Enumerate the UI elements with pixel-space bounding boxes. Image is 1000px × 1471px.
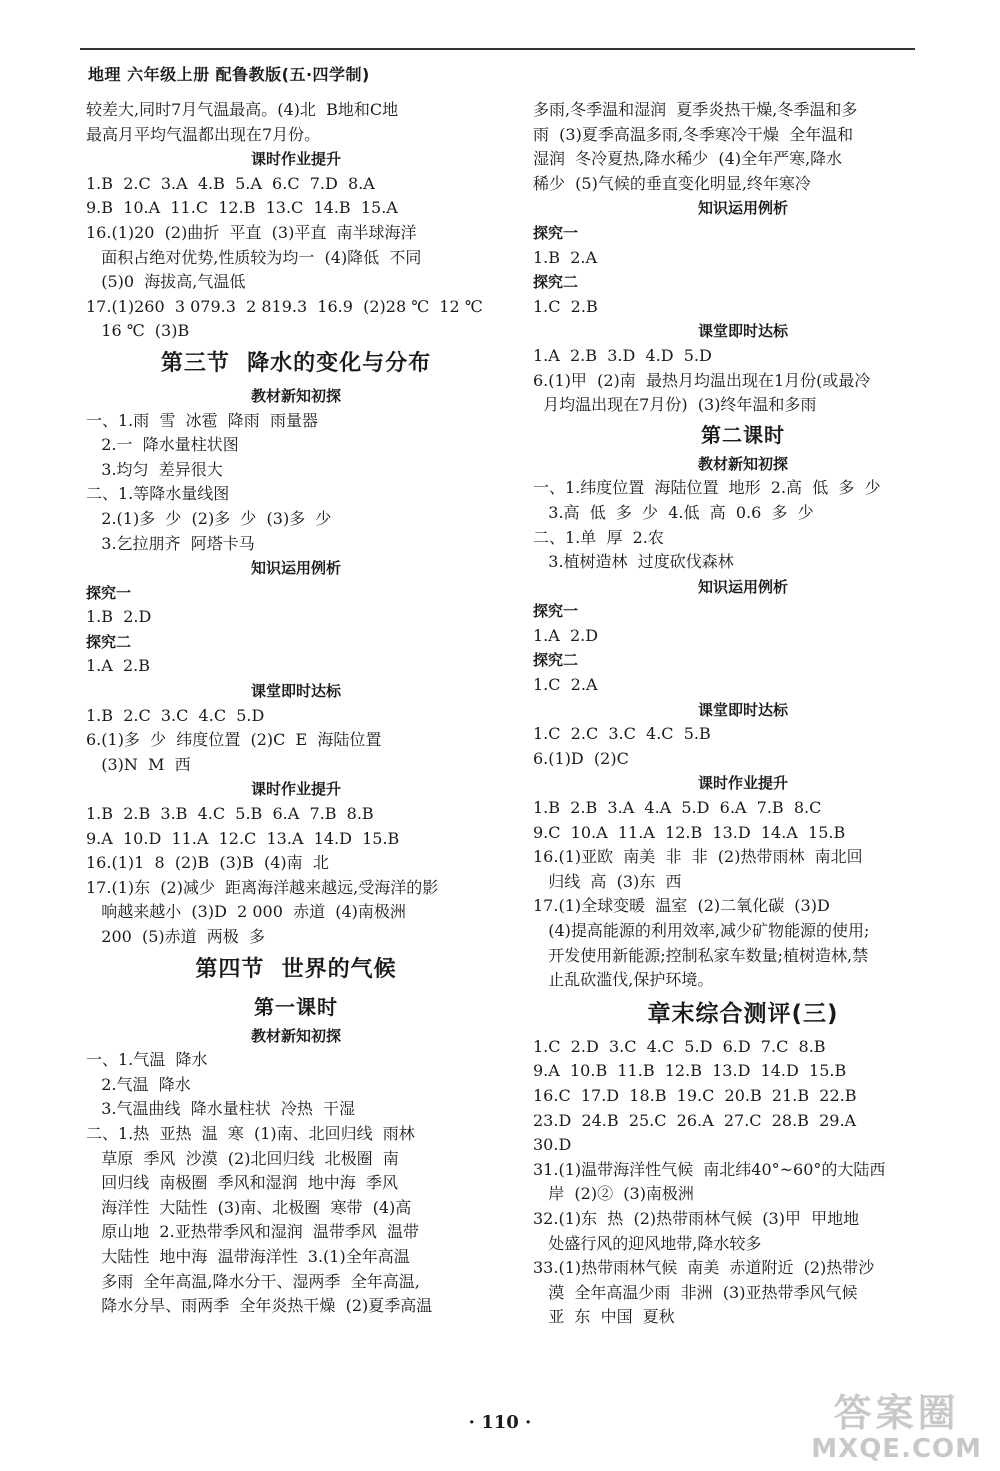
answer-line: 2.气温 降水: [86, 1074, 191, 1094]
answer-line: 3.乞拉朋齐 阿塔卡马: [86, 533, 255, 553]
answer-line: 23.D 24.B 25.C 26.A 27.C 28.B 29.A: [533, 1110, 857, 1130]
subsection-heading: 课时作业提升: [250, 780, 341, 799]
running-header: 地理 六年级上册 配鲁教版(五·四学制): [88, 65, 370, 84]
answer-line: 一、1.气温 降水: [86, 1050, 208, 1070]
answer-line: 16.(1)1 8 (2)B (3)B (4)南 北: [86, 853, 329, 873]
subsection-heading: 课时作业提升: [250, 150, 341, 169]
subsection-heading: 教材新知初探: [250, 1026, 341, 1045]
subsection-heading: 课时作业提升: [697, 774, 788, 793]
header-rule: [80, 48, 915, 50]
answer-line: 回归线 南极圈 季风和湿润 地中海 季风: [86, 1173, 398, 1193]
answer-line: (5)0 海拔高,气温低: [86, 272, 246, 292]
answer-line: 止乱砍滥伐,保护环境。: [533, 970, 714, 990]
answer-line: 草原 季风 沙漠 (2)北回归线 北极圈 南: [86, 1148, 399, 1168]
subsection-heading: 知识运用例析: [697, 199, 788, 218]
answer-line: 3.植树造林 过度砍伐森林: [533, 552, 734, 572]
inquiry-label: 探究一: [86, 583, 132, 602]
answer-line: 31.(1)温带海洋性气候 南北纬40°~60°的大陆西: [533, 1159, 886, 1179]
answer-line: 16 ℃ (3)B: [86, 321, 190, 341]
answer-line: 海洋性 大陆性 (3)南、北极圈 寒带 (4)高: [86, 1197, 412, 1217]
answer-line: 9.B 10.A 11.C 12.B 13.C 14.B 15.A: [86, 198, 398, 218]
section-title: 第四节 世界的气候: [195, 956, 397, 982]
answer-line: 稀少 (5)气候的垂直变化明显,终年寒冷: [533, 173, 811, 193]
answer-line: 9.C 10.A 11.A 12.B 13.D 14.A 15.B: [533, 822, 846, 842]
inquiry-label: 探究二: [533, 273, 579, 292]
answer-line: 多雨,冬季温和湿润 夏季炎热干燥,冬季温和多: [533, 100, 858, 119]
answer-line: 处盛行风的迎风地带,降水较多: [533, 1233, 762, 1253]
subsection-heading: 课堂即时达标: [697, 322, 788, 341]
answer-line: 16.(1)亚欧 南美 非 非 (2)热带雨林 南北回: [533, 847, 863, 867]
answer-line: 湿润 冬冷夏热,降水稀少 (4)全年严寒,降水: [533, 149, 843, 169]
inquiry-label: 探究二: [86, 632, 132, 651]
answer-line: 16.C 17.D 18.B 19.C 20.B 21.B 22.B: [533, 1085, 857, 1105]
lesson-title: 第一课时: [254, 994, 338, 1019]
answer-line: 大陆性 地中海 温带海洋性 3.(1)全年高温: [86, 1246, 410, 1266]
answer-line: 1.C 2.A: [533, 675, 598, 695]
answer-line: 16.(1)20 (2)曲折 平直 (3)平直 南半球海洋: [86, 222, 417, 242]
answer-line: 1.B 2.B 3.A 4.A 5.D 6.A 7.B 8.C: [533, 798, 822, 818]
answer-line: 降水分旱、雨两季 全年炎热干燥 (2)夏季高温: [86, 1296, 433, 1316]
answer-line: 32.(1)东 热 (2)热带雨林气候 (3)甲 甲地地: [533, 1208, 860, 1228]
answer-line: 一、1.纬度位置 海陆位置 地形 2.高 低 多 少: [533, 478, 881, 498]
answer-line: 岸 (2)② (3)南极洲: [533, 1184, 694, 1204]
answer-line: 6.(1)多 少 纬度位置 (2)C E 海陆位置: [86, 730, 382, 750]
answer-line: 9.A 10.B 11.B 12.B 13.D 14.D 15.B: [533, 1061, 847, 1081]
answer-line: 30.D: [533, 1135, 572, 1155]
answer-line: (4)提高能源的利用效率,减少矿物能源的使用;: [533, 921, 870, 940]
subsection-heading: 教材新知初探: [697, 454, 788, 473]
answer-line: 二、1.热 亚热 温 寒 (1)南、北回归线 雨林: [86, 1123, 415, 1143]
answer-line: 1.B 2.C 3.A 4.B 5.A 6.C 7.D 8.A: [86, 173, 375, 193]
answer-line: 1.B 2.A: [533, 247, 598, 267]
answer-line: (3)N M 西: [86, 754, 191, 774]
answer-line: 雨 (3)夏季高温多雨,冬季寒冷干燥 全年温和: [533, 124, 854, 144]
answer-line: 6.(1)甲 (2)南 最热月均温出现在1月份(或最冷: [533, 370, 871, 390]
answer-line: 最高月平均气温都出现在7月份。: [86, 124, 321, 144]
page-number: · 110 ·: [468, 1412, 532, 1433]
inquiry-label: 探究一: [533, 223, 579, 242]
inquiry-label: 探究二: [533, 651, 579, 670]
answer-line: 6.(1)D (2)C: [533, 748, 629, 768]
answer-line: 二、1.单 厚 2.农: [533, 527, 664, 547]
answer-line: 响越来越小 (3)D 2 000 赤道 (4)南极洲: [86, 902, 406, 922]
answer-line: 月均温出现在7月份) (3)终年温和多雨: [533, 395, 817, 415]
answer-line: 1.C 2.B: [533, 296, 598, 316]
right-column: [533, 98, 953, 1330]
answer-line: 较差大,同时7月气温最高。(4)北 B地和C地: [86, 100, 399, 119]
section-title: 第三节 降水的变化与分布: [160, 350, 432, 376]
answer-line: 33.(1)热带雨林气候 南美 赤道附近 (2)热带沙: [533, 1258, 875, 1278]
answer-line: 1.C 2.D 3.C 4.C 5.D 6.D 7.C 8.B: [533, 1036, 826, 1056]
subsection-heading: 教材新知初探: [250, 386, 341, 405]
answer-line: 开发使用新能源;控制私家车数量;植树造林,禁: [533, 945, 869, 965]
answer-line: 面积占绝对优势,性质较为均一 (4)降低 不同: [86, 247, 422, 267]
chapter-test-title: 章末综合测评(三): [647, 1000, 839, 1027]
watermark-url: MXQE.COM: [811, 1434, 982, 1464]
left-column: [86, 98, 506, 1319]
answer-line: 3.高 低 多 少 4.低 高 0.6 多 少: [533, 502, 814, 522]
answer-line: 一、1.雨 雪 冰雹 降雨 雨量器: [86, 410, 318, 430]
answer-line: 3.均匀 差异很大: [86, 459, 223, 479]
watermark-logo: [811, 1391, 982, 1463]
answer-line: 1.A 2.B 3.D 4.D 5.D: [533, 345, 712, 365]
inquiry-label: 探究一: [533, 602, 579, 621]
answer-line: 1.A 2.D: [533, 625, 599, 645]
subsection-heading: 课堂即时达标: [697, 700, 788, 719]
answer-line: 17.(1)东 (2)减少 距离海洋越来越远,受海洋的影: [86, 877, 439, 897]
lesson-title: 第二课时: [701, 422, 785, 447]
answer-line: 漠 全年高温少雨 非洲 (3)亚热带季风气候: [533, 1282, 858, 1302]
answer-line: 2.一 降水量柱状图: [86, 435, 239, 455]
answer-line: 3.气温曲线 降水量柱状 冷热 干湿: [86, 1099, 356, 1119]
answer-line: 1.A 2.B: [86, 656, 151, 676]
answer-line: 9.A 10.D 11.A 12.C 13.A 14.D 15.B: [86, 828, 400, 848]
answer-line: 1.B 2.C 3.C 4.C 5.D: [86, 705, 265, 725]
answer-line: 1.B 2.B 3.B 4.C 5.B 6.A 7.B 8.B: [86, 804, 374, 824]
answer-line: 二、1.等降水量线图: [86, 484, 230, 504]
answer-line: 200 (5)赤道 两极 多: [86, 927, 265, 946]
watermark-title: 答案圈: [833, 1391, 960, 1435]
answer-line: 亚 东 中国 夏秋: [533, 1307, 675, 1327]
answer-line: 2.(1)多 少 (2)多 少 (3)多 少: [86, 508, 332, 528]
answer-line: 17.(1)全球变暖 温室 (2)二氧化碳 (3)D: [533, 896, 830, 916]
answer-line: 1.C 2.C 3.C 4.C 5.B: [533, 724, 711, 744]
subsection-heading: 知识运用例析: [250, 559, 341, 578]
answer-line: 归线 高 (3)东 西: [533, 871, 682, 891]
answer-line: 多雨 全年高温,降水分干、湿两季 全年高温,: [86, 1271, 420, 1291]
answer-line: 17.(1)260 3 079.3 2 819.3 16.9 (2)28 ℃ 12 ℃: [86, 296, 483, 316]
answer-line: 原山地 2.亚热带季风和湿润 温带季风 温带: [86, 1222, 420, 1242]
subsection-heading: 知识运用例析: [697, 577, 788, 596]
subsection-heading: 课堂即时达标: [250, 682, 341, 701]
answer-line: 1.B 2.D: [86, 607, 152, 627]
